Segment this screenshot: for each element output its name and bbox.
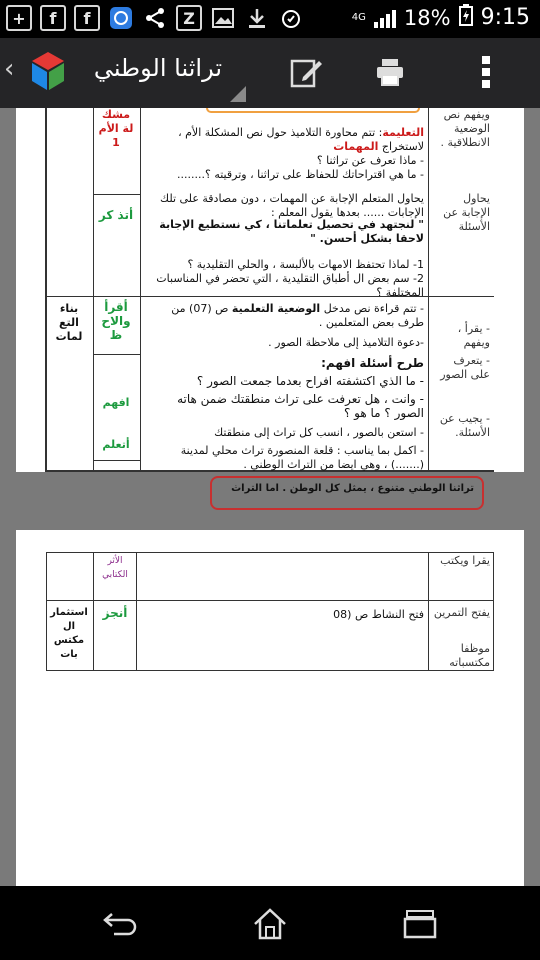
add-box-icon: + [6,5,32,31]
z-app-icon: Z [176,5,202,31]
question-4: 2- سم بعض ال أطباق التقليدية ، التي تحضر في المناسبات المختلفة ؟ [156,272,424,299]
invest-stage-label: استثمار ال مكتس بات [50,607,88,660]
stage-label: بناء التع لمات [55,302,83,343]
instruction-text: : تتم محاورة التلاميذ حول نص المشكلة الأم ، [178,126,383,139]
gallery-icon [210,5,236,31]
back-icon[interactable] [100,904,140,944]
question-8: - اكمل بما يناسب : قلعة المنصورة تراث محلي لمدينة (.......) ، وهي ايضا من التراث الوطني . [180,444,424,471]
objective-7: يقرا ويكتب [440,554,490,567]
recent-apps-icon[interactable] [400,904,440,944]
understanding-title: طرح أسئلة افهم: [321,356,424,370]
print-icon[interactable] [370,52,410,92]
objective-2: يحاول الإجابة عن الأسئلة [443,192,490,233]
instruction-label: التعليمة [382,126,424,139]
clock: 9:15 [480,5,530,30]
extract-text: لاستخراج [381,140,424,153]
objective-9: موظفا مكتسباته [449,642,490,669]
reading-page: ص (07) من طرف بعض المتعلمين . [171,302,424,329]
situation-label: الوضعية التعلمية [231,302,321,315]
alarm-icon [278,5,304,31]
facebook-icon: f [40,5,66,31]
question-6: - وانت ، هل تعرفت على تراث منطقتك ضمن هاته الصور ؟ ما هو ؟ [177,392,424,420]
reading-text: - تتم قراءة نص مدخل [323,302,424,315]
remember-label: أتذ كر [98,208,134,222]
observe-images-text: -دعوة التلاميذ إلى ملاحظة الصور . [268,336,424,349]
more-vertical-icon[interactable] [466,52,506,92]
objective-8: يفتح التمرين [433,606,490,619]
reading-line [146,302,424,330]
title-dropdown-indicator [230,86,246,102]
objective-4: ويفهم [463,336,490,349]
teacher-quote: " لنجتهد في تحصيل تعلماتنا ، كي نستطيع الإجابة لاحقا بشكل أحسن. " [159,218,424,245]
achieve-label: أنجز [102,606,128,620]
note-box [210,476,484,510]
document-page-2 [16,530,524,886]
home-icon[interactable] [250,904,290,944]
status-bar [0,0,540,38]
question-3: 1- لماذا تحتفظ الامهات بالألبسة ، والحلي التقليدية ؟ [187,258,424,271]
download-icon [244,5,270,31]
signal-icon [374,8,396,28]
phase-label: مشك لة الأم 1 [98,108,134,149]
notification-icons [6,5,304,31]
learner-attempt: يحاول المتعلم الإجابة عن المهمات ، دون مصادقة على تلك الإجابات ...... بعدها يقول المعلم : [160,192,424,219]
app-logo[interactable] [28,50,68,94]
note-text: تراثنا الوطني متنوع ، يمثل كل الوطن . اما التراث [231,483,474,494]
network-type: 4G [351,12,366,23]
objective-1: ويفهم نص الوضعية الانطلاقية . [440,108,490,149]
question-1: - ماذا تعرف عن تراثنا ؟ [316,154,424,167]
extract-line [146,140,424,154]
activity-text: فتح النشاط ص (08 [333,608,424,621]
app-toolbar [0,38,540,108]
understand-label: افهم [102,396,130,409]
edit-icon[interactable] [286,52,326,92]
orange-frame [206,108,420,113]
document-title[interactable]: تراثنا الوطني [93,54,222,82]
written-label: الأثر الكتابي [102,556,128,580]
instruction-line [146,126,424,140]
document-page-1 [16,108,524,494]
objective-6: - يجيب عن الأسئلة. [439,412,490,439]
question-2: - ما هي اقتراحاتك للحفاظ على تراثنا ، وترقيته ؟........ [177,168,424,181]
document-viewer[interactable] [0,108,540,886]
share-icon [142,5,168,31]
question-7: - استعن بالصور ، انسب كل تراث إلى منطقتك [214,426,424,439]
facebook-icon: f [74,5,100,31]
sync-app-icon [108,5,134,31]
tasks-label: المهمات [333,140,379,153]
objective-3: - يقرأ ، [457,322,490,335]
question-5: - ما الذي اكتشفته افراح بعدما جمعت الصور ؟ [196,374,424,388]
learn-label: أتعلم [102,438,130,451]
battery-charging-icon [459,4,473,31]
navigation-bar [0,886,540,960]
read-observe-label: أقرأ والاح ظ [101,300,131,342]
chevron-left-icon[interactable]: ‹ [4,54,15,84]
battery-percent: 18% [403,5,451,30]
objective-5: - يتعرف على الصور [440,354,490,381]
